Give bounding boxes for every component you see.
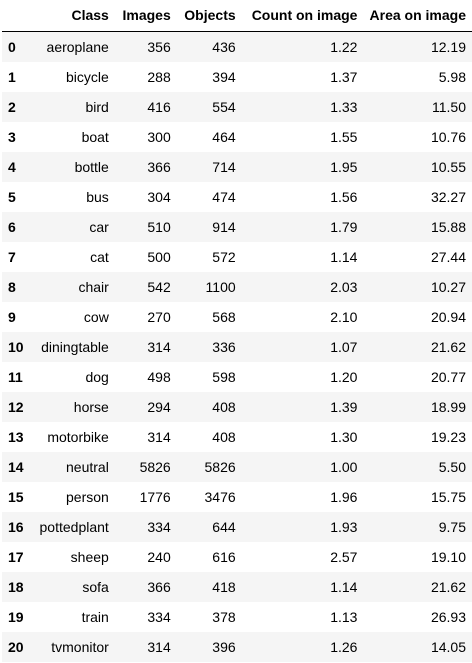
- cell-images: 366: [147, 159, 171, 175]
- cell-images: 270: [147, 309, 171, 325]
- cell-images: 334: [147, 519, 171, 535]
- cell-area-on-image: 12.19: [430, 39, 466, 55]
- cell-area-on-image: 10.55: [430, 159, 466, 175]
- table-row: [2, 272, 472, 302]
- cell-objects: 408: [212, 429, 236, 445]
- cell-images: 542: [147, 279, 171, 295]
- cell-images: 304: [147, 189, 171, 205]
- cell-area-on-image: 5.98: [438, 69, 466, 85]
- cell-count-on-image: 1.56: [330, 189, 358, 205]
- cell-count-on-image: 1.14: [330, 249, 358, 265]
- table-row: [2, 62, 472, 92]
- cell-objects: 616: [212, 549, 236, 565]
- row-index: 19: [8, 609, 24, 625]
- cell-images: 314: [147, 639, 171, 655]
- cell-area-on-image: 21.62: [430, 339, 466, 355]
- table-row: [2, 362, 472, 392]
- header-row: [2, 0, 472, 32]
- row-index: 3: [8, 129, 16, 145]
- row-index: 8: [8, 279, 16, 295]
- cell-count-on-image: 1.55: [330, 129, 358, 145]
- header-index: [2, 0, 32, 32]
- cell-objects: 5826: [204, 459, 236, 475]
- row-index: 16: [8, 519, 24, 535]
- cell-objects: 436: [212, 39, 236, 55]
- cell-objects: 418: [212, 579, 236, 595]
- cell-count-on-image: 1.37: [330, 69, 358, 85]
- cell-images: 498: [147, 369, 171, 385]
- table-row: [2, 212, 472, 242]
- cell-area-on-image: 10.76: [430, 129, 466, 145]
- cell-class: diningtable: [41, 339, 109, 355]
- table-row: [2, 182, 472, 212]
- cell-area-on-image: 20.77: [430, 369, 466, 385]
- cell-area-on-image: 11.50: [432, 99, 466, 115]
- cell-area-on-image: 18.99: [430, 399, 466, 415]
- cell-images: 294: [147, 399, 171, 415]
- cell-count-on-image: 1.20: [330, 369, 358, 385]
- cell-images: 314: [147, 429, 171, 445]
- row-index: 14: [8, 459, 24, 475]
- cell-class: chair: [78, 279, 109, 295]
- cell-class: sofa: [82, 579, 109, 595]
- row-index: 10: [8, 339, 24, 355]
- row-index: 1: [8, 69, 16, 85]
- table-header: [2, 0, 472, 32]
- cell-objects: 474: [212, 189, 236, 205]
- cell-images: 356: [147, 39, 171, 55]
- header-objects: Objects: [177, 0, 242, 32]
- cell-objects: 408: [212, 399, 236, 415]
- cell-objects: 714: [212, 159, 236, 175]
- table-row: [2, 392, 472, 422]
- table-row: [2, 602, 472, 632]
- cell-count-on-image: 1.07: [330, 339, 358, 355]
- row-index: 0: [8, 39, 16, 55]
- table-row: [2, 302, 472, 332]
- cell-class: aeroplane: [46, 39, 109, 55]
- table-row: [2, 572, 472, 602]
- cell-area-on-image: 14.05: [430, 639, 466, 655]
- row-index: 11: [8, 369, 23, 385]
- cell-class: sheep: [70, 549, 109, 565]
- cell-count-on-image: 1.00: [330, 459, 358, 475]
- row-index: 5: [8, 189, 16, 205]
- cell-class: bicycle: [66, 69, 109, 85]
- header-area-on-image: Area on image: [363, 0, 472, 32]
- row-index: 13: [8, 429, 24, 445]
- cell-class: tvmonitor: [51, 639, 109, 655]
- table-row: [2, 122, 472, 152]
- cell-area-on-image: 15.75: [430, 489, 466, 505]
- cell-class: horse: [73, 399, 109, 415]
- cell-count-on-image: 1.39: [330, 399, 358, 415]
- table-row: [2, 92, 472, 122]
- cell-area-on-image: 32.27: [430, 189, 466, 205]
- cell-area-on-image: 27.44: [430, 249, 466, 265]
- cell-images: 1776: [139, 489, 171, 505]
- cell-area-on-image: 21.62: [430, 579, 466, 595]
- cell-count-on-image: 1.26: [330, 639, 358, 655]
- cell-objects: 568: [212, 309, 236, 325]
- cell-area-on-image: 15.88: [430, 219, 466, 235]
- row-index: 17: [8, 549, 24, 565]
- cell-class: bus: [86, 189, 109, 205]
- cell-count-on-image: 2.10: [330, 309, 358, 325]
- cell-class: bird: [85, 99, 109, 115]
- cell-images: 500: [147, 249, 171, 265]
- row-index: 7: [8, 249, 16, 265]
- table-row: [2, 332, 472, 362]
- row-index: 20: [8, 639, 24, 655]
- cell-count-on-image: 1.79: [330, 219, 358, 235]
- table-row: [2, 452, 472, 482]
- cell-count-on-image: 1.93: [330, 519, 358, 535]
- cell-count-on-image: 1.95: [330, 159, 358, 175]
- cell-objects: 572: [212, 249, 236, 265]
- table-row: [2, 32, 472, 63]
- cell-class: train: [81, 609, 109, 625]
- cell-objects: 336: [212, 339, 236, 355]
- row-index: 4: [8, 159, 16, 175]
- table-row: [2, 542, 472, 572]
- cell-count-on-image: 2.03: [330, 279, 358, 295]
- class-statistics-table: [2, 0, 472, 662]
- cell-area-on-image: 20.94: [430, 309, 466, 325]
- cell-images: 510: [147, 219, 171, 235]
- cell-images: 288: [147, 69, 171, 85]
- cell-objects: 1100: [205, 279, 236, 295]
- row-index: 18: [8, 579, 24, 595]
- cell-images: 314: [147, 339, 171, 355]
- cell-objects: 644: [212, 519, 236, 535]
- cell-area-on-image: 26.93: [430, 609, 466, 625]
- cell-objects: 464: [212, 129, 236, 145]
- cell-objects: 3476: [204, 489, 236, 505]
- cell-images: 334: [147, 609, 171, 625]
- cell-count-on-image: 1.14: [330, 579, 358, 595]
- cell-objects: 598: [212, 369, 236, 385]
- cell-class: neutral: [66, 459, 109, 475]
- cell-objects: 394: [212, 69, 236, 85]
- row-index: 9: [8, 309, 16, 325]
- cell-count-on-image: 1.33: [330, 99, 358, 115]
- cell-class: dog: [85, 369, 109, 385]
- table-row: [2, 422, 472, 452]
- table-row: [2, 632, 472, 662]
- cell-count-on-image: 1.22: [330, 39, 358, 55]
- table-row: [2, 152, 472, 182]
- cell-images: 366: [147, 579, 171, 595]
- cell-class: motorbike: [47, 429, 109, 445]
- cell-area-on-image: 19.10: [430, 549, 466, 565]
- cell-class: person: [66, 489, 109, 505]
- cell-objects: 396: [212, 639, 236, 655]
- cell-images: 416: [147, 99, 171, 115]
- row-index: 6: [8, 219, 16, 235]
- table-row: [2, 512, 472, 542]
- row-index: 15: [8, 489, 24, 505]
- cell-objects: 554: [212, 99, 236, 115]
- cell-images: 300: [147, 129, 171, 145]
- table-row: [2, 242, 472, 272]
- cell-area-on-image: 10.27: [430, 279, 466, 295]
- cell-objects: 378: [212, 609, 236, 625]
- cell-objects: 914: [212, 219, 236, 235]
- header-class: Class: [32, 0, 115, 32]
- cell-class: cat: [90, 249, 109, 265]
- cell-count-on-image: 1.30: [330, 429, 358, 445]
- cell-class: boat: [81, 129, 109, 145]
- cell-count-on-image: 2.57: [330, 549, 358, 565]
- cell-area-on-image: 9.75: [438, 519, 466, 535]
- cell-images: 240: [147, 549, 171, 565]
- row-index: 12: [8, 399, 24, 415]
- table-body: [2, 32, 472, 663]
- table-row: [2, 482, 472, 512]
- header-count-on-image: Count on image: [242, 0, 364, 32]
- cell-class: car: [89, 219, 109, 235]
- cell-count-on-image: 1.96: [330, 489, 358, 505]
- row-index: 2: [8, 99, 16, 115]
- header-images: Images: [115, 0, 177, 32]
- cell-area-on-image: 19.23: [430, 429, 466, 445]
- cell-images: 5826: [139, 459, 171, 475]
- cell-class: pottedplant: [39, 519, 109, 535]
- cell-area-on-image: 5.50: [438, 459, 466, 475]
- cell-class: cow: [83, 309, 109, 325]
- cell-class: bottle: [74, 159, 109, 175]
- cell-count-on-image: 1.13: [330, 609, 358, 625]
